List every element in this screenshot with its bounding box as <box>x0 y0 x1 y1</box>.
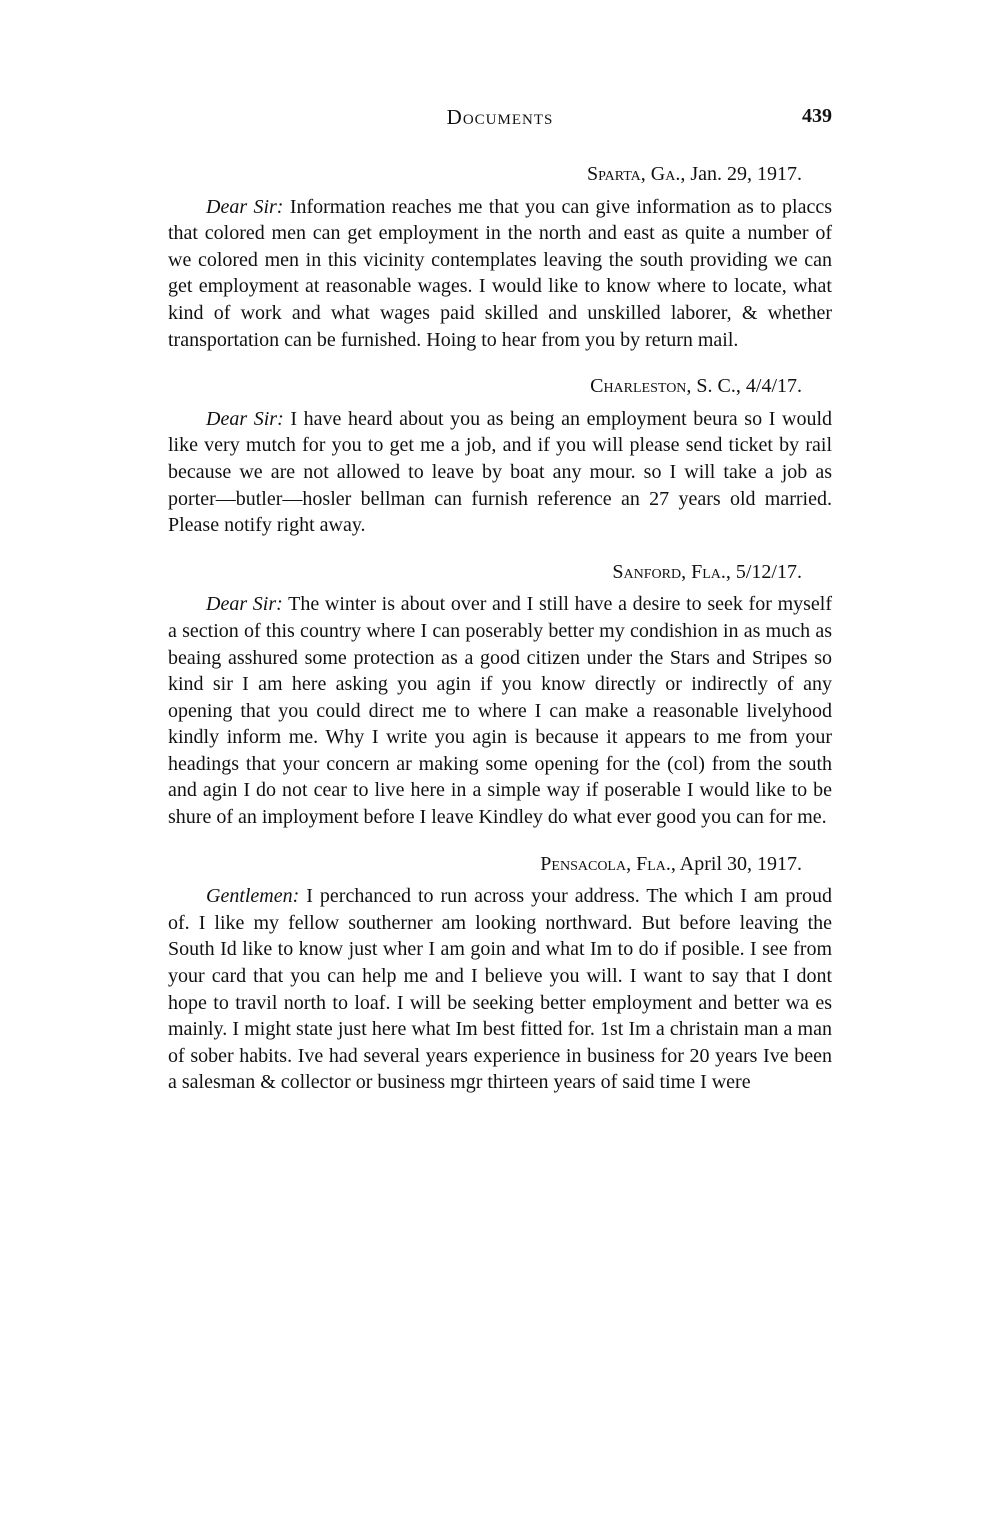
letter-body: I perchanced to run across your address. The which I am proud of. I like my fellow southerner am looking northward. But before leaving the South Id like to know just wher I am goin and what Im to do if posible. I see from your card that you can help me and I believe you will. I want to say that I dont hope to travil north to loaf. I will be seeking better employment and better wa es mainly. I might state just here what Im best fitted for. 1st Im a christain man a man of sober habits. Ive had several years experience in business for 20 years Ive been a salesman & collector or business mgr thirteen years of said time I were <box>168 885 833 1094</box>
dateline-date: 5/12/17. <box>735 560 802 583</box>
letter-salutation: Dear Sir: <box>206 593 283 616</box>
running-title: Documents <box>446 105 554 129</box>
letter-body: I have heard about you as being an employment beura so I would like very mutch for you to get me a job, and if you will please send ticket by rail because we are not allowed to leave by boat any mour. so I will take a job as porter—butler—hosler bellman can furnish reference an 27 years old married. Please notify right away. <box>168 407 832 537</box>
letter-body: The winter is about over and I still have a desire to seek for myself a section of this country where I can poserably better my condishion in as much as beaing asshured some protection as a good citizen under the Stars and Stripes so kind sir I am here asking you agin if you know directly or indirectly of any opening that you could direct me to where I can make a reasonable livelyhood kindly inform me. Why I write you agin is because it appears to me from your headings that your concern ar making some opening for the (col) from the south and agin I do not cear to live here in a simple way if poserable I would like to be shure of an imployment before I leave Kindley do what ever good you can for me. <box>168 593 832 829</box>
letter-salutation: Dear Sir: <box>206 407 284 430</box>
dateline-date: April 30, 1917. <box>679 852 802 875</box>
dateline-pensacola <box>168 851 832 878</box>
dateline-sparta <box>168 161 832 188</box>
dateline-date: Jan. 29, 1917. <box>690 163 802 185</box>
letter-sanford <box>168 591 832 830</box>
letter-sparta <box>168 194 832 354</box>
letter-body: Information reaches me that you can give information as to placcs that colored men can get employment in the north and east as quite a number of we colored men in this vicinity contemplates leaving the south providing we can get employment at reasonable wages. I would like to know where to locate, what kind of work and what wages paid skilled and unskilled laborer, & whether transportation can be furnished. Hoing to hear from you by return mail. <box>168 195 833 351</box>
dateline-place: Sparta, Ga., <box>587 163 686 185</box>
dateline-place: Pensacola, Fla., <box>540 852 676 875</box>
letter-pensacola <box>168 883 832 1096</box>
dateline-charleston <box>168 373 832 400</box>
document-page <box>168 105 832 1096</box>
dateline-place: Sanford, Fla., <box>612 560 731 583</box>
letter-salutation: Dear Sir: <box>206 195 284 218</box>
running-header <box>168 105 832 139</box>
dateline-date: S. C., 4/4/17. <box>696 375 802 398</box>
dateline-sanford <box>168 559 832 586</box>
letter-charleston <box>168 406 832 539</box>
page-number: 439 <box>802 105 832 127</box>
dateline-place: Charleston, <box>590 375 692 398</box>
letter-salutation: Gentlemen: <box>206 885 300 908</box>
